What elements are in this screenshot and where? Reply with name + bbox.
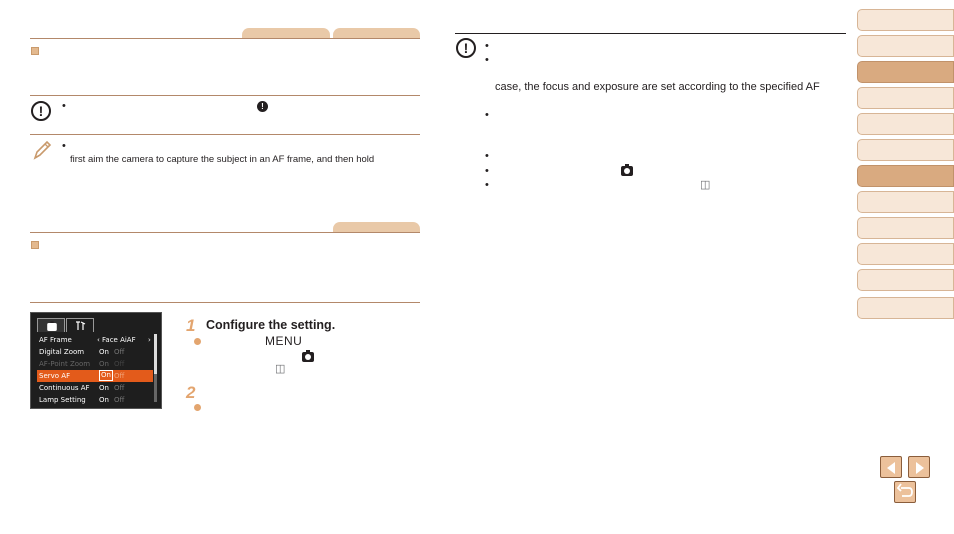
lcd-row-off: Off xyxy=(114,384,125,392)
sidebar-tab-active[interactable] xyxy=(857,165,954,187)
lcd-row-value: On xyxy=(99,396,109,404)
sidebar-tab-active[interactable] xyxy=(857,61,954,83)
return-icon xyxy=(895,482,915,502)
section-tab xyxy=(333,222,420,232)
sidebar-tab[interactable] xyxy=(857,243,954,265)
menu-button-label: MENU xyxy=(265,334,303,348)
lcd-tools-icon xyxy=(67,319,95,332)
right-page-reference-icon: ◫ xyxy=(700,179,711,191)
caution-bullet: • xyxy=(62,100,66,112)
section-bullet-icon-2 xyxy=(31,241,39,249)
arrow-left-icon xyxy=(887,462,895,474)
lcd-row-label: Lamp Setting xyxy=(39,396,86,404)
lcd-scrollbar xyxy=(154,334,157,402)
sidebar-tab[interactable] xyxy=(857,217,954,239)
lcd-row xyxy=(37,346,153,358)
right-bullet: • xyxy=(485,165,489,177)
lcd-row-label: Servo AF xyxy=(39,372,71,380)
sidebar-tab[interactable] xyxy=(857,87,954,109)
sidebar-tab[interactable] xyxy=(857,191,954,213)
lcd-scroll-thumb xyxy=(154,334,157,374)
step-1-title: Configure the setting. xyxy=(206,318,336,332)
right-camera-icon xyxy=(621,166,633,176)
sidebar-tab[interactable] xyxy=(857,35,954,57)
right-bullet: • xyxy=(485,40,489,52)
right-bullet: • xyxy=(485,109,489,121)
lcd-row-value: On xyxy=(99,348,109,356)
next-page-button[interactable] xyxy=(908,456,930,478)
lcd-row-value: On xyxy=(99,384,109,392)
right-bullet: • xyxy=(485,179,489,191)
lcd-row-label: Digital Zoom xyxy=(39,348,85,356)
lcd-row-value: On xyxy=(101,371,111,379)
right-bullet: • xyxy=(485,54,489,66)
right-divider xyxy=(455,33,846,34)
lcd-shooting-tab xyxy=(37,318,65,332)
lcd-row-off: › xyxy=(148,336,151,344)
sidebar-tab[interactable] xyxy=(857,9,954,31)
right-caution-icon: ! xyxy=(456,38,476,58)
lcd-row xyxy=(37,358,153,370)
arrow-right-icon xyxy=(916,462,924,474)
header-tab-2 xyxy=(333,28,420,38)
lcd-row xyxy=(37,394,153,406)
camera-menu-screenshot xyxy=(30,312,162,409)
lcd-row-label: Continuous AF xyxy=(39,384,90,392)
lcd-camera-icon xyxy=(47,323,57,331)
lcd-row-selected xyxy=(37,370,153,382)
step-2-number: 2 xyxy=(186,383,196,402)
sidebar-tab[interactable] xyxy=(857,139,954,161)
lcd-setup-tab xyxy=(66,318,94,332)
step-1-number: 1 xyxy=(186,316,196,335)
right-bullet: • xyxy=(485,150,489,162)
note-divider-top xyxy=(30,134,420,135)
lcd-row-value: On xyxy=(99,360,109,368)
prev-page-button[interactable] xyxy=(880,456,902,478)
note-text: first aim the camera to capture the subject in an AF frame, and then hold xyxy=(70,154,375,165)
sidebar-tab[interactable] xyxy=(857,297,954,319)
lcd-row-label: AF Frame xyxy=(39,336,72,344)
step-2-bullet xyxy=(194,404,201,411)
lcd-row-value: ‹ Face AiAF xyxy=(97,336,136,344)
lcd-row-off: Off xyxy=(114,396,125,404)
lcd-row xyxy=(37,334,153,346)
header-divider xyxy=(30,38,420,39)
header-tab-1 xyxy=(242,28,330,38)
step-1-bullet xyxy=(194,338,201,345)
inline-warning-icon: ! xyxy=(257,101,268,112)
sidebar-tab[interactable] xyxy=(857,113,954,135)
shooting-tab-icon xyxy=(302,352,314,362)
lcd-row-off: Off xyxy=(114,348,125,356)
pencil-icon xyxy=(32,139,52,161)
lcd-row-off: Off xyxy=(114,360,125,368)
steps-divider xyxy=(30,302,420,303)
af-text: case, the focus and exposure are set according to the specified AF xyxy=(495,81,820,93)
return-button[interactable] xyxy=(894,481,916,503)
section-bullet-icon xyxy=(31,47,39,55)
note-bullet: • xyxy=(62,140,66,152)
lcd-row-label: AF-Point Zoom xyxy=(39,360,91,368)
caution-divider-top xyxy=(30,95,420,96)
page-reference-icon: ◫ xyxy=(275,363,286,375)
caution-icon: ! xyxy=(31,101,51,121)
sidebar-tab[interactable] xyxy=(857,269,954,291)
section-divider xyxy=(30,232,420,233)
lcd-row xyxy=(37,382,153,394)
lcd-row-off: Off xyxy=(114,372,125,380)
